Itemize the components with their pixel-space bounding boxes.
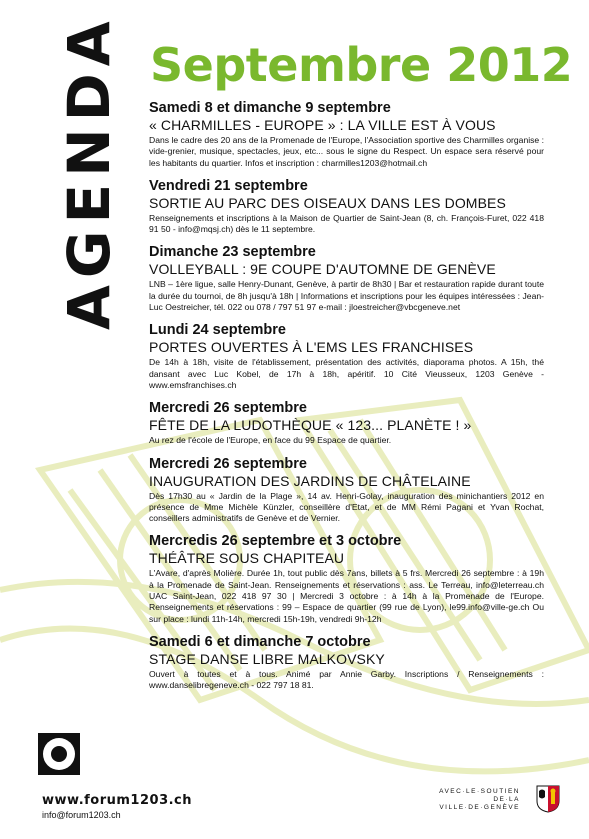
sponsor-line: VILLE·DE·GENÈVE xyxy=(439,804,520,811)
event-date: Samedi 8 et dimanche 9 septembre xyxy=(149,100,391,116)
event-description: Dès 17h30 au « Jardin de la Plage », 14 av. Henri-Golay, inauguration des minichantiers 2012 en présence de Mme Michèle Künzler, conseillère d'Etat, et de MM Rémi Pagani et Yvan Rochat, conseillers administratifs de Genève et de Vernier. xyxy=(149,490,544,524)
event-description: Ouvert à toutes et à tous. Animé par Annie Garby. Inscriptions / Renseignements : www.danselibregeneve.ch - 022 797 18 81. xyxy=(149,668,544,691)
event-item xyxy=(149,533,544,624)
event-description: Dans le cadre des 20 ans de la Promenade de l'Europe, l'Association sportive des Charmilles organise : vide-grenier, musique, spectacles, jeux, etc... sous le signe du Respect. Un espace sera réservé pour les habitants du quartier. Infos et inscription : charmilles1203@hotmail.ch xyxy=(149,135,544,168)
geneva-crest-icon xyxy=(536,785,560,813)
event-description: LNB – 1ère ligue, salle Henry-Dunant, Genève, à partir de 8h30 | Bar et restauration rapide durant toute la durée du tournoi, de 8h jusqu'à 18h | Informations et inscriptions pour les équipes intéressées : Jean-Luc Oestreicher, tél. 022 ou 078 / 797 51 97 e-mail : jloestreicher@vbcgeneve.net xyxy=(149,279,544,313)
event-item xyxy=(149,178,544,236)
event-title: PORTES OUVERTES À L'EMS LES FRANCHISES xyxy=(149,339,474,356)
agenda-vertical-title: AGENDA xyxy=(55,14,123,330)
event-date: Samedi 6 et dimanche 7 octobre xyxy=(149,633,371,650)
event-date: Vendredi 21 septembre xyxy=(149,177,308,194)
email-link[interactable]: info@forum1203.ch xyxy=(42,810,121,820)
event-description: Renseignements et inscriptions à la Maison de Quartier de Saint-Jean (8, ch. François-Furet, 022 418 91 50 - info@mqsj.ch) dès le 11 septembre. xyxy=(149,212,544,235)
sponsor-line: DE·LA xyxy=(493,796,520,803)
event-description: Au rez de l'école de l'Europe, en face du 99 Espace de quartier. xyxy=(149,435,392,446)
sponsor-text xyxy=(430,788,520,812)
events-list xyxy=(149,100,544,701)
event-item xyxy=(149,634,544,692)
page-title: Septembre 2012 xyxy=(150,38,573,92)
event-title: VOLLEYBALL : 9E COUPE D'AUTOMNE DE GENÈVE xyxy=(149,261,496,278)
event-description: L'Avare, d'après Molière. Durée 1h, tout public dès 7ans, billets à 5 frs. Mercredi 26 septembre : à 19h à la Promenade de Saint-Jean. Renseignements et réservations : ass. Le Terreau, info@leterreau.ch UAC Saint-Jean, 022 418 97 30 | Mercredi 3 octobre : à 14h à la Promenade de l'Europe. Renseignements et réservations : 99 – Espace de quartier (99 rue de Lyon), le99.info@ville-ge.ch Ou sur place : lundi 11h-14h, mercredi 15h-19h, vendredi 9h-12h xyxy=(149,568,544,624)
event-item xyxy=(149,244,544,313)
event-date: Mercredi 26 septembre xyxy=(149,455,307,472)
event-item xyxy=(149,322,544,391)
event-date: Mercredis 26 septembre et 3 octobre xyxy=(149,533,402,550)
event-item xyxy=(149,100,544,169)
event-title: SORTIE AU PARC DES OISEAUX DANS LES DOMBES xyxy=(149,194,506,211)
event-title: « CHARMILLES - EUROPE » : LA VILLE EST À VOUS xyxy=(149,117,496,133)
event-date: Mercredi 26 septembre xyxy=(149,400,307,417)
event-item xyxy=(149,400,544,446)
event-title: THÉÂTRE SOUS CHAPITEAU xyxy=(149,550,345,567)
event-item xyxy=(149,456,544,525)
event-title: FÊTE DE LA LUDOTHÈQUE « 123... PLANÈTE ! » xyxy=(149,417,472,434)
event-description: De 14h à 18h, visite de l'établissement, présentation des activités, diaporama photos. A 15h, thé dansant avec Luc Kobel, de 17h à 18h, apéritif. 10 Cité Vieusseux, 1203 Genève - www.emsfranchises.ch xyxy=(149,357,544,390)
forum1203-logo-icon xyxy=(38,733,80,775)
sponsor-line: AVEC·LE·SOUTIEN xyxy=(439,788,520,795)
event-title: STAGE DANSE LIBRE MALKOVSKY xyxy=(149,650,385,667)
event-title: INAUGURATION DES JARDINS DE CHÂTELAINE xyxy=(149,472,471,489)
event-date: Lundi 24 septembre xyxy=(149,322,286,339)
website-link[interactable]: www.forum1203.ch xyxy=(42,793,193,808)
event-date: Dimanche 23 septembre xyxy=(149,244,316,261)
